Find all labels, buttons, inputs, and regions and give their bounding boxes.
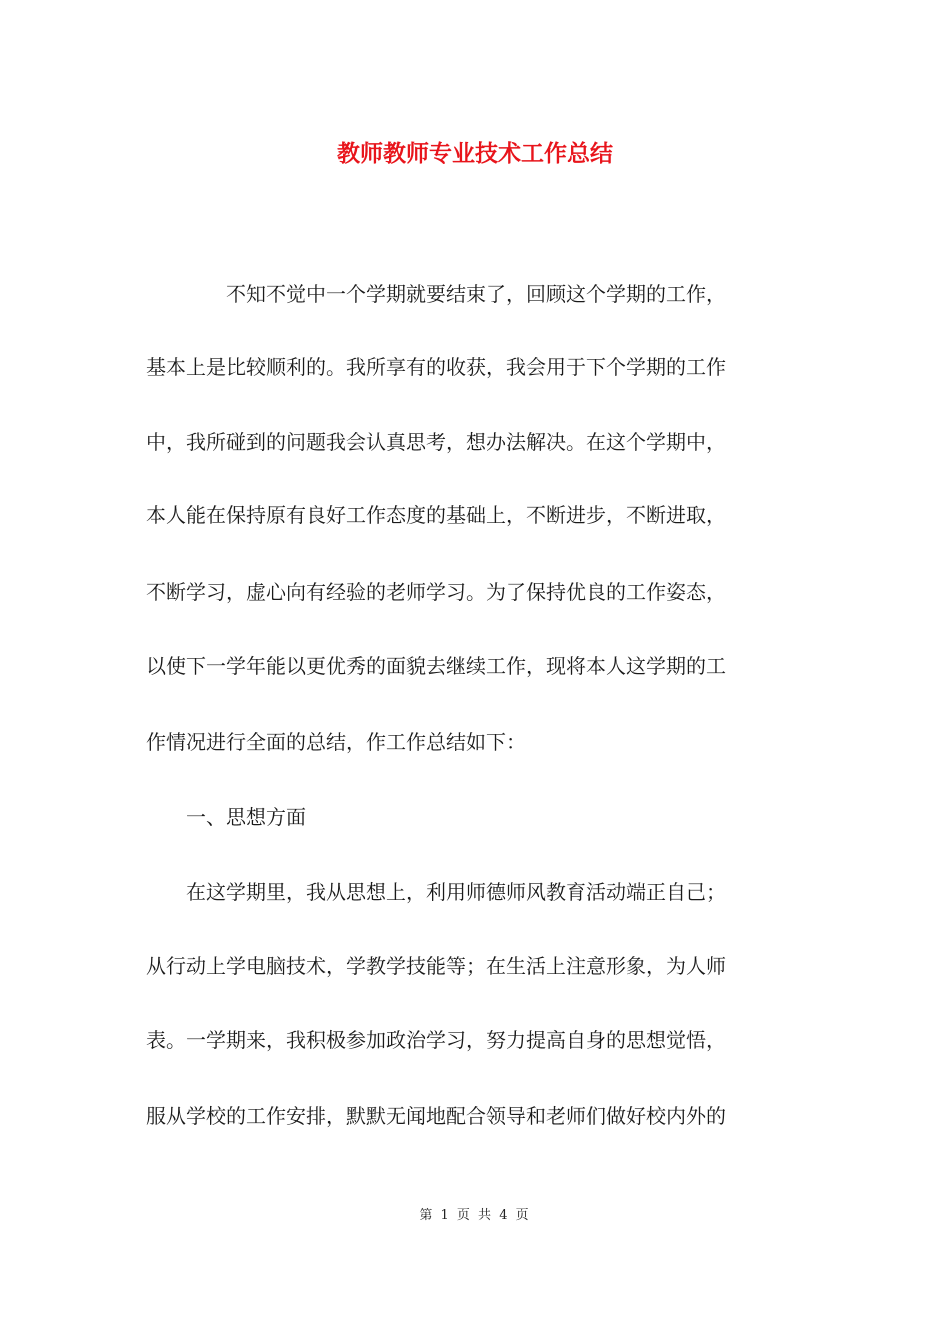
paragraph-line: 以使下一学年能以更优秀的面貌去继续工作，现将本人这学期的工: [146, 654, 726, 678]
paragraph-line: 从行动上学电脑技术，学教学技能等；在生活上注意形象，为人师: [146, 954, 726, 978]
paragraph-line: 服从学校的工作安排，默默无闻地配合领导和老师们做好校内外的: [146, 1104, 726, 1128]
paragraph-line: 不断学习，虚心向有经验的老师学习。为了保持优良的工作姿态，: [146, 580, 726, 604]
paragraph-line: 作情况进行全面的总结，作工作总结如下：: [146, 730, 526, 754]
paragraph-line: 本人能在保持原有良好工作态度的基础上，不断进步，不断进取，: [146, 503, 726, 527]
document-title: 教师教师专业技术工作总结: [337, 140, 613, 167]
paragraph-line: 基本上是比较顺利的。我所享有的收获，我会用于下个学期的工作: [146, 355, 726, 379]
page-footer: 第 1 页 共 4 页: [419, 1208, 531, 1223]
section-heading: 一、思想方面: [146, 805, 306, 829]
paragraph-line: 中，我所碰到的问题我会认真思考，想办法解决。在这个学期中，: [146, 430, 726, 454]
paragraph-line: 表。一学期来，我积极参加政治学习，努力提高自身的思想觉悟，: [146, 1028, 726, 1052]
paragraph-line: 不知不觉中一个学期就要结束了，回顾这个学期的工作，: [146, 282, 726, 306]
paragraph-line: 在这学期里，我从思想上，利用师德师风教育活动端正自己；: [146, 880, 726, 904]
